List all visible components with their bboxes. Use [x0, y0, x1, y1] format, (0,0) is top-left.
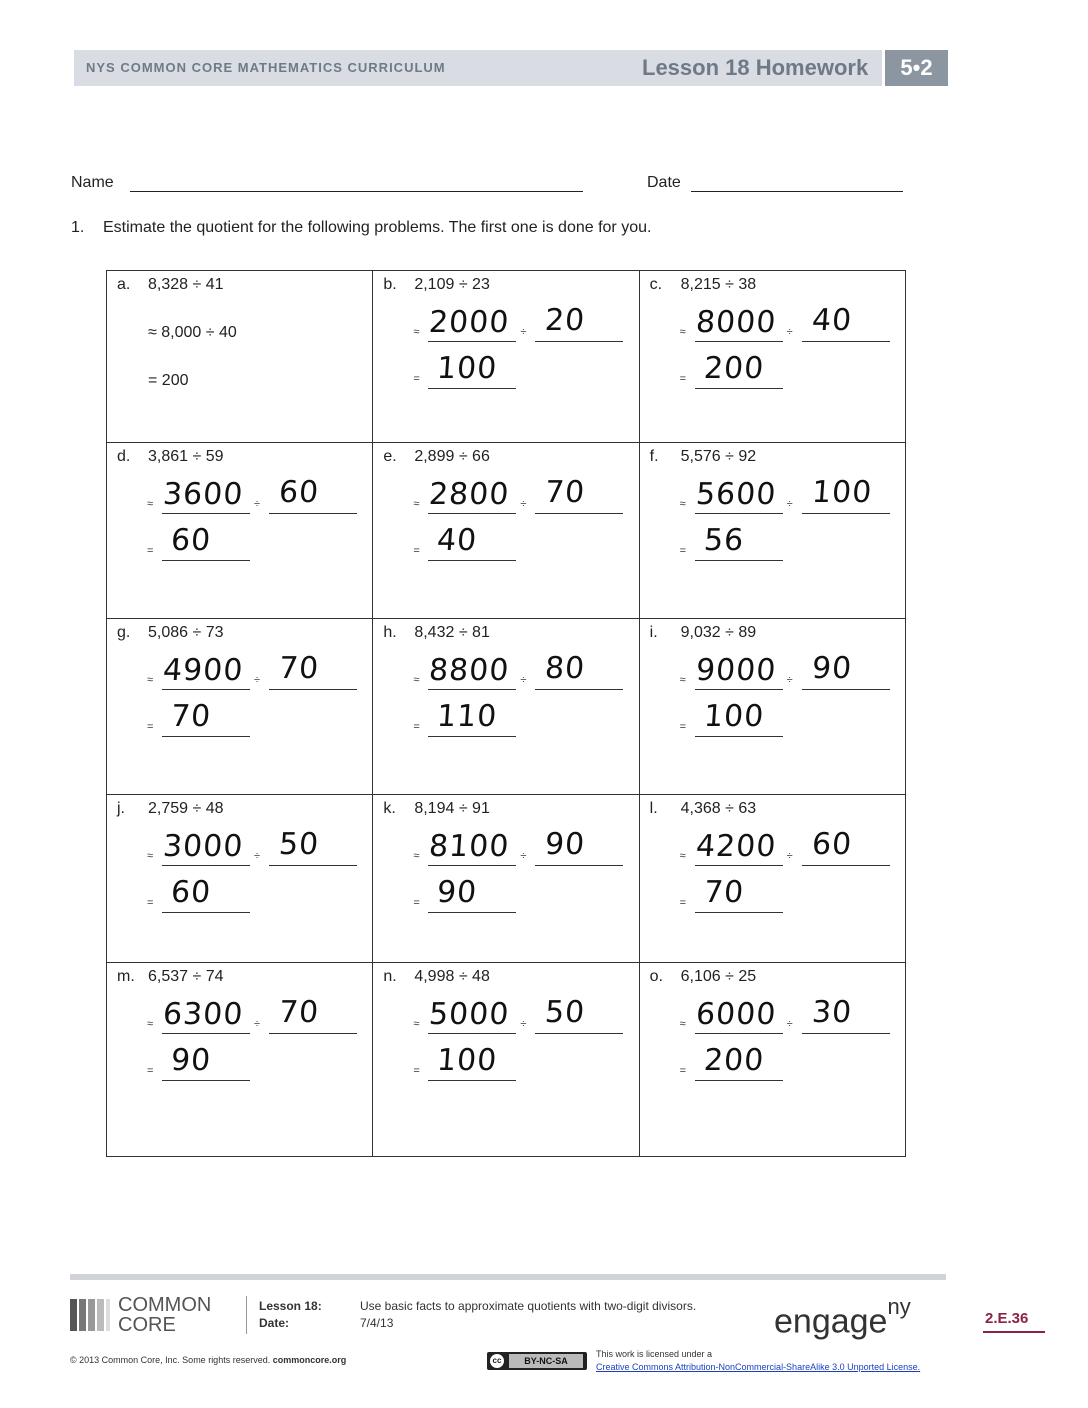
divisor-answer-line[interactable] — [269, 689, 357, 690]
date-label: Date — [647, 174, 681, 191]
problem-cell-e — [373, 443, 639, 619]
approx-symbol: ≈ — [147, 674, 154, 686]
divide-symbol: ÷ — [786, 1018, 793, 1030]
logo-text-core: CORE — [118, 1314, 176, 1336]
divide-symbol: ÷ — [520, 850, 527, 862]
quotient-answer-line[interactable] — [695, 912, 783, 913]
quotient-answer-line[interactable] — [162, 1080, 250, 1081]
approx-symbol: ≈ — [147, 850, 154, 862]
handwritten-dividend: 8800 — [428, 653, 511, 688]
problem-label: f. — [649, 448, 659, 465]
problem-cell-d — [107, 443, 373, 619]
handwritten-dividend: 8100 — [428, 829, 511, 864]
problem-expression: 4,368 ÷ 63 — [680, 800, 757, 817]
problem-expression: 8,432 ÷ 81 — [414, 624, 490, 641]
curriculum-title: NYS COMMON CORE MATHEMATICS CURRICULUM — [86, 60, 446, 75]
handwritten-divisor: 60 — [277, 475, 321, 510]
dividend-answer-line[interactable] — [695, 341, 783, 342]
problem-label: i. — [649, 624, 658, 641]
problem-cell-h — [373, 619, 639, 795]
quotient-answer-line[interactable] — [695, 560, 783, 561]
approx-symbol: ≈ — [679, 674, 686, 686]
dividend-answer-line[interactable] — [162, 689, 250, 690]
dividend-answer-line[interactable] — [428, 341, 516, 342]
divide-symbol: ÷ — [786, 850, 793, 862]
approx-symbol: ≈ — [147, 1018, 154, 1030]
common-core-logo-icon — [70, 1297, 112, 1338]
divide-symbol: ÷ — [254, 1018, 261, 1030]
handwritten-quotient: 70 — [169, 699, 213, 734]
handwritten-dividend: 3600 — [161, 477, 245, 512]
quotient-answer-line[interactable] — [428, 912, 516, 913]
divide-symbol: ÷ — [786, 498, 793, 510]
handwritten-dividend: 5000 — [428, 997, 511, 1032]
approx-symbol: ≈ — [413, 498, 420, 510]
problem-cell-j — [107, 795, 373, 963]
page-code: 2.E.36 — [985, 1310, 1029, 1327]
dividend-answer-line[interactable] — [162, 1033, 250, 1034]
problem-label: j. — [117, 800, 125, 817]
equals-symbol: = — [147, 545, 154, 557]
handwritten-quotient: 90 — [436, 875, 479, 910]
problem-label: o. — [649, 968, 663, 985]
handwritten-dividend: 3000 — [161, 829, 245, 864]
problem-label: b. — [383, 276, 397, 293]
handwritten-quotient: 200 — [702, 351, 766, 386]
quotient-answer-line[interactable] — [428, 388, 516, 389]
dividend-answer-line[interactable] — [428, 513, 516, 514]
problem-table — [106, 270, 906, 1157]
problem-label: m. — [117, 968, 135, 985]
dividend-answer-line[interactable] — [162, 865, 250, 866]
approx-symbol: ≈ — [413, 1018, 420, 1030]
divisor-answer-line[interactable] — [535, 689, 623, 690]
divisor-answer-line[interactable] — [802, 513, 890, 514]
problem-cell-l — [639, 795, 905, 963]
problem-cell-c — [639, 271, 905, 443]
handwritten-quotient: 60 — [169, 875, 213, 910]
equals-symbol: = — [679, 545, 687, 557]
handwritten-dividend: 4900 — [161, 653, 245, 688]
problem-expression: 5,086 ÷ 73 — [148, 624, 224, 641]
divisor-answer-line[interactable] — [269, 513, 357, 514]
cc-license-badge[interactable] — [487, 1352, 587, 1370]
quotient-answer-line[interactable] — [162, 736, 250, 737]
copyright-site: commoncore.org — [272, 1355, 347, 1365]
problem-cell-m — [107, 963, 373, 1157]
engageny-logo — [774, 1294, 911, 1341]
dividend-answer-line[interactable] — [695, 689, 783, 690]
handwritten-quotient: 100 — [436, 351, 499, 386]
divide-symbol: ÷ — [520, 326, 527, 338]
divide-symbol: ÷ — [254, 674, 261, 686]
problem-label: k. — [383, 800, 396, 817]
approx-symbol: ≈ — [679, 850, 686, 862]
problem-cell-b — [373, 271, 639, 443]
handwritten-dividend: 9000 — [694, 653, 778, 688]
dividend-answer-line[interactable] — [695, 865, 783, 866]
equals-symbol: = — [147, 721, 154, 733]
equals-symbol: = — [679, 373, 687, 385]
logo-text-common: COMMON — [118, 1294, 212, 1316]
divisor-answer-line[interactable] — [269, 865, 357, 866]
handwritten-divisor: 30 — [810, 995, 854, 1030]
problem-label: n. — [383, 968, 397, 985]
approx-symbol: ≈ — [679, 498, 686, 510]
divide-symbol: ÷ — [520, 498, 527, 510]
problem-cell-n — [373, 963, 639, 1157]
dividend-answer-line[interactable] — [428, 865, 516, 866]
example-estimate: ≈ 8,000 ÷ 40 — [148, 324, 237, 341]
equals-symbol: = — [413, 373, 420, 385]
divide-symbol: ÷ — [520, 674, 527, 686]
question-text: Estimate the quotient for the following problems. The first one is done for you. — [103, 219, 652, 236]
problem-expression: 6,537 ÷ 74 — [148, 968, 224, 985]
problem-cell-a — [107, 271, 373, 443]
handwritten-quotient: 40 — [436, 523, 479, 558]
quotient-answer-line[interactable] — [428, 560, 516, 561]
handwritten-quotient: 60 — [169, 523, 213, 558]
approx-symbol: ≈ — [413, 326, 420, 338]
problem-expression: 5,576 ÷ 92 — [680, 448, 757, 465]
page-code-underline — [983, 1331, 1045, 1333]
footer-date-value: 7/4/13 — [360, 1316, 394, 1330]
problem-label: c. — [649, 276, 663, 293]
lesson-title: Lesson 18 Homework — [642, 55, 869, 80]
engage-text: engage — [774, 1302, 888, 1341]
problem-grid — [106, 270, 906, 1156]
footer-rule — [70, 1274, 946, 1280]
problem-expression: 6,106 ÷ 25 — [680, 968, 757, 985]
problem-label: l. — [649, 800, 658, 817]
problem-expression: 2,899 ÷ 66 — [414, 448, 490, 465]
problem-cell-o — [639, 963, 905, 1157]
dividend-answer-line[interactable] — [162, 513, 250, 514]
license-link[interactable]: Creative Commons Attribution-NonCommercial-ShareAlike 3.0 Unported License. — [596, 1362, 921, 1372]
cc-icon: cc — [490, 1354, 504, 1368]
handwritten-dividend: 8000 — [694, 305, 778, 340]
divide-symbol: ÷ — [254, 498, 261, 510]
divide-symbol: ÷ — [786, 326, 793, 338]
ny-text: ny — [887, 1294, 911, 1319]
approx-symbol: ≈ — [413, 674, 420, 686]
problem-label: h. — [383, 624, 397, 641]
handwritten-dividend: 6000 — [694, 997, 778, 1032]
handwritten-divisor: 70 — [277, 651, 321, 686]
problem-expression: 2,109 ÷ 23 — [414, 276, 490, 293]
handwritten-quotient: 90 — [169, 1043, 213, 1078]
problem-cell-i — [639, 619, 905, 795]
problem-label: d. — [117, 448, 131, 465]
handwritten-divisor: 70 — [277, 995, 321, 1030]
example-result: = 200 — [148, 372, 189, 389]
equals-symbol: = — [679, 721, 687, 733]
handwritten-dividend: 2000 — [428, 305, 511, 340]
cc-badge-text: BY-NC-SA — [509, 1354, 583, 1368]
footer-date-label: Date: — [259, 1316, 290, 1330]
equals-symbol: = — [679, 1065, 687, 1077]
dividend-answer-line[interactable] — [695, 1033, 783, 1034]
quotient-answer-line[interactable] — [428, 736, 516, 737]
footer-lesson-label: Lesson 18: — [259, 1299, 322, 1313]
divisor-answer-line[interactable] — [535, 513, 623, 514]
handwritten-divisor: 50 — [544, 995, 587, 1030]
handwritten-divisor: 20 — [544, 303, 587, 338]
problem-cell-f — [639, 443, 905, 619]
equals-symbol: = — [413, 1065, 420, 1077]
problem-cell-k — [373, 795, 639, 963]
handwritten-quotient: 100 — [436, 1043, 499, 1078]
handwritten-quotient: 70 — [702, 875, 746, 910]
handwritten-quotient: 200 — [702, 1043, 766, 1078]
handwritten-divisor: 90 — [810, 651, 854, 686]
problem-expression: 9,032 ÷ 89 — [680, 624, 757, 641]
handwritten-quotient: 56 — [702, 523, 746, 558]
equals-symbol: = — [147, 897, 154, 909]
handwritten-quotient: 100 — [702, 699, 766, 734]
problem-expression: 3,861 ÷ 59 — [148, 448, 224, 465]
problem-label: e. — [383, 448, 397, 465]
footer-lesson-desc: Use basic facts to approximate quotients with two-digit divisors. — [360, 1299, 697, 1313]
equals-symbol: = — [147, 1065, 154, 1077]
quotient-answer-line[interactable] — [695, 1080, 783, 1081]
date-field[interactable] — [691, 191, 903, 192]
divisor-answer-line[interactable] — [802, 689, 890, 690]
equals-symbol: = — [413, 545, 420, 557]
name-field[interactable] — [130, 191, 583, 192]
handwritten-divisor: 100 — [810, 475, 874, 510]
grade-module-badge: 5•2 — [885, 50, 948, 86]
handwritten-dividend: 4200 — [694, 829, 778, 864]
handwritten-divisor: 50 — [277, 827, 321, 862]
handwritten-dividend: 2800 — [428, 477, 511, 512]
handwritten-divisor: 40 — [810, 303, 854, 338]
problem-expression: 4,998 ÷ 48 — [414, 968, 490, 985]
divide-symbol: ÷ — [520, 1018, 527, 1030]
divisor-answer-line[interactable] — [535, 1033, 623, 1034]
dividend-answer-line[interactable] — [428, 689, 516, 690]
equals-symbol: = — [413, 897, 420, 909]
problem-label: g. — [117, 624, 131, 641]
problem-expression: 8,215 ÷ 38 — [680, 276, 757, 293]
divide-symbol: ÷ — [254, 850, 261, 862]
question-number: 1. — [71, 219, 85, 236]
quotient-answer-line[interactable] — [428, 1080, 516, 1081]
quotient-answer-line[interactable] — [695, 736, 783, 737]
divisor-answer-line[interactable] — [802, 865, 890, 866]
copyright — [70, 1355, 346, 1365]
footer-divider — [246, 1296, 247, 1334]
handwritten-quotient: 110 — [436, 699, 499, 734]
divisor-answer-line[interactable] — [535, 865, 623, 866]
problem-expression: 8,194 ÷ 91 — [414, 800, 490, 817]
approx-symbol: ≈ — [679, 326, 686, 338]
handwritten-divisor: 80 — [544, 651, 587, 686]
handwritten-divisor: 90 — [544, 827, 587, 862]
divisor-answer-line[interactable] — [535, 341, 623, 342]
equals-symbol: = — [679, 897, 687, 909]
quotient-answer-line[interactable] — [695, 388, 783, 389]
approx-symbol: ≈ — [147, 498, 154, 510]
divide-symbol: ÷ — [786, 674, 793, 686]
dividend-answer-line[interactable] — [428, 1033, 516, 1034]
divisor-answer-line[interactable] — [802, 341, 890, 342]
problem-label: a. — [117, 276, 131, 293]
problem-expression: 2,759 ÷ 48 — [148, 800, 224, 817]
handwritten-dividend: 5600 — [694, 477, 778, 512]
handwritten-dividend: 6300 — [161, 997, 245, 1032]
divisor-answer-line[interactable] — [802, 1033, 890, 1034]
approx-symbol: ≈ — [679, 1018, 686, 1030]
copyright-text: © 2013 Common Core, Inc. Some rights reserved. — [70, 1355, 271, 1365]
divisor-answer-line[interactable] — [269, 1033, 357, 1034]
equals-symbol: = — [413, 721, 420, 733]
license-intro: This work is licensed under a — [596, 1349, 713, 1359]
handwritten-divisor: 60 — [810, 827, 854, 862]
name-label: Name — [71, 174, 114, 191]
quotient-answer-line[interactable] — [162, 560, 250, 561]
quotient-answer-line[interactable] — [162, 912, 250, 913]
dividend-answer-line[interactable] — [695, 513, 783, 514]
problem-cell-g — [107, 619, 373, 795]
handwritten-divisor: 70 — [544, 475, 587, 510]
problem-expression: 8,328 ÷ 41 — [148, 276, 224, 293]
approx-symbol: ≈ — [413, 850, 420, 862]
